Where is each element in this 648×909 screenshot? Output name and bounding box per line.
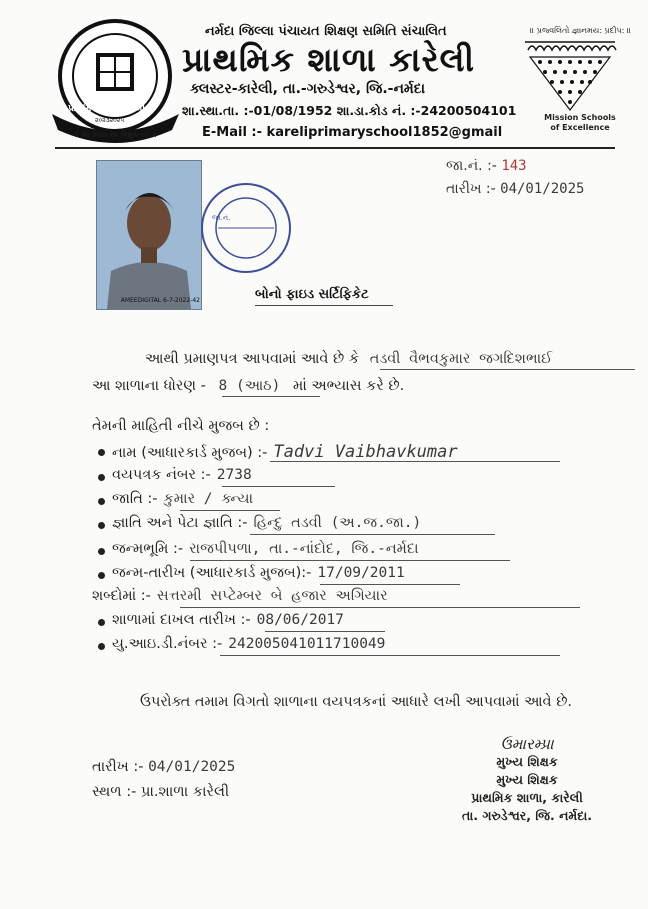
email-line: E-Mail :- kareliprimaryschool1852@gmail xyxy=(202,125,503,140)
detail-row xyxy=(112,565,405,581)
detail-value: 2738 xyxy=(216,467,252,483)
info-heading: તેમની માહિતી નીચે મુજબ છે : xyxy=(92,418,270,434)
detail-row xyxy=(112,636,385,652)
detail-row xyxy=(112,467,252,483)
std-underline xyxy=(222,396,320,397)
detail-value: Tadvi Vaibhavkumar xyxy=(273,442,458,462)
bullet xyxy=(98,474,105,481)
sign-line-2: મુખ્ય શિક્ષક xyxy=(496,772,558,787)
logo-ribbon-text: પ્રાથમિક શાળા કારેલી xyxy=(68,104,145,114)
intro-line xyxy=(145,351,552,367)
bullet xyxy=(98,522,105,529)
school-logo xyxy=(48,18,183,148)
footer-date-label: તારીખ :- xyxy=(92,759,144,775)
footer-place-value: પ્રા.શાળા કારેલી xyxy=(140,784,230,800)
mission-text: Mission Schools of Excellence xyxy=(544,113,616,132)
detail-label: જન્મ-તારીખ (આધારકાર્ડ મુજબ):- xyxy=(112,565,312,581)
detail-underline xyxy=(265,631,385,632)
detail-label: નામ (આધારકાર્ડ મુજબ) :- xyxy=(112,445,268,461)
bullet xyxy=(98,498,105,505)
detail-underline xyxy=(180,607,580,608)
issue-date xyxy=(446,181,584,197)
detail-row xyxy=(112,442,458,462)
detail-label: યુ.આઇ.ડી.નંબર :- xyxy=(112,636,223,652)
name-underline xyxy=(380,369,635,370)
detail-value: 08/06/2017 xyxy=(256,612,344,628)
detail-underline xyxy=(190,560,510,561)
student-photo xyxy=(96,160,202,310)
bullet xyxy=(98,449,105,456)
certificate-title: બોનો ફાઇડ સર્ટિફિકેટ xyxy=(255,287,369,302)
logo-year: ૨૦૨૩૨૦૨૫ xyxy=(95,117,125,124)
outward-no-value: 143 xyxy=(501,158,527,174)
sign-line-1: મુખ્ય શિક્ષક xyxy=(496,754,558,769)
detail-row xyxy=(112,491,253,507)
header-top-line: નર્મદા જિલ્લા પંચાયત શિક્ષણ સમિતિ સંચાલિત xyxy=(205,24,447,39)
codes-line: શા.સ્થા.તા. :-01/08/1952 શા.ડા.કોડ નં. :-24200504101 xyxy=(182,103,517,118)
detail-underline xyxy=(180,510,280,511)
school-name: પ્રાથમિક શાળા કારેલી xyxy=(182,40,476,79)
detail-row xyxy=(112,612,344,628)
signature-block xyxy=(452,735,602,825)
closing-statement: ઉપરોક્ત તમામ વિગતો શાળાના વયપત્રકનાં આધારે લખી આપવામાં આવે છે. xyxy=(140,694,573,710)
sign-line-4: તા. ગરુડેશ્વર, જિ. નર્મદા. xyxy=(461,808,593,823)
detail-value: સત્તરમી સપ્ટેમ્બર બે હજાર અગિયાર xyxy=(156,588,388,604)
title-underline xyxy=(255,305,393,306)
detail-label: જન્મભૂમિ :- xyxy=(112,541,184,557)
std-line xyxy=(92,378,404,394)
detail-row xyxy=(92,588,388,604)
footer-place-label: સ્થળ :- xyxy=(92,784,137,800)
right-logo-top: ॥ પ્રજ્વલિતો જ્ઞાનમય: પ્રદીપ: ॥ xyxy=(530,26,632,35)
detail-value: કુમાર / ક્ન્યા xyxy=(163,491,254,507)
footer-place xyxy=(92,784,229,800)
motto: ॥ સા વિદ્યા યા વિમુક્તયે ॥ xyxy=(75,130,157,139)
issue-date-value: 04/01/2025 xyxy=(500,181,585,197)
detail-label: જ્ઞાતિ અને પેટા જ્ઞાતિ :- xyxy=(112,515,248,531)
detail-underline xyxy=(270,461,560,462)
detail-value: 17/09/2011 xyxy=(317,565,405,581)
photo-caption: AMEEDIGITAL 6-7-2022-42 xyxy=(120,297,200,304)
student-name: તડવી વૈભવકુમાર જગદિશભાઈ xyxy=(369,351,553,367)
detail-underline xyxy=(250,534,495,535)
detail-row xyxy=(112,541,419,557)
detail-underline xyxy=(320,584,460,585)
outward-number xyxy=(446,158,527,174)
detail-underline xyxy=(222,486,335,487)
std-value: 8 (આઠ) xyxy=(218,378,281,394)
bullet xyxy=(98,572,105,579)
footer-date-value: 04/01/2025 xyxy=(148,759,236,775)
stamp-inner-label: જા.નં. xyxy=(212,214,231,222)
sign-line-3: પ્રાથમિક શાળા, કારેલી xyxy=(471,790,583,805)
detail-row xyxy=(112,515,421,531)
detail-value: હિન્દુ તડવી (અ.જ.જા.) xyxy=(253,515,422,531)
detail-label: વયપત્રક નંબર :- xyxy=(112,467,211,483)
cluster-line: ક્લસ્ટર-કારેલી, તા.-ગરુડેશ્વર, જિ.-નર્મદા xyxy=(190,81,426,97)
detail-underline xyxy=(220,655,560,656)
intro-prefix: આથી પ્રમાણપત્ર આપવામાં આવે છે કે xyxy=(145,351,360,367)
bullet xyxy=(98,619,105,626)
detail-value: 242005041011710049 xyxy=(228,636,386,652)
outward-no-label: જા.નં. :- xyxy=(446,158,497,174)
footer-date xyxy=(92,759,235,775)
detail-label: શબ્દોમાં :- xyxy=(92,588,151,604)
school-stamp xyxy=(198,180,294,276)
signature: ઉમારમ્પ્રા xyxy=(500,735,554,753)
bullet xyxy=(98,548,105,555)
issue-date-label: તારીખ :- xyxy=(446,181,496,197)
detail-label: જાતિ :- xyxy=(112,491,158,507)
std-prefix: આ શાળાના ધોરણ - xyxy=(92,378,206,394)
detail-label: શાળામાં દાખલ તારીખ :- xyxy=(112,612,251,628)
bullet xyxy=(98,643,105,650)
detail-value: રાજપીપળા, તા.-નાંદોદ, જિ.-નર્મદા xyxy=(189,541,419,557)
std-suffix: માં અભ્યાસ કરે છે. xyxy=(292,378,405,394)
header-divider xyxy=(55,147,615,149)
